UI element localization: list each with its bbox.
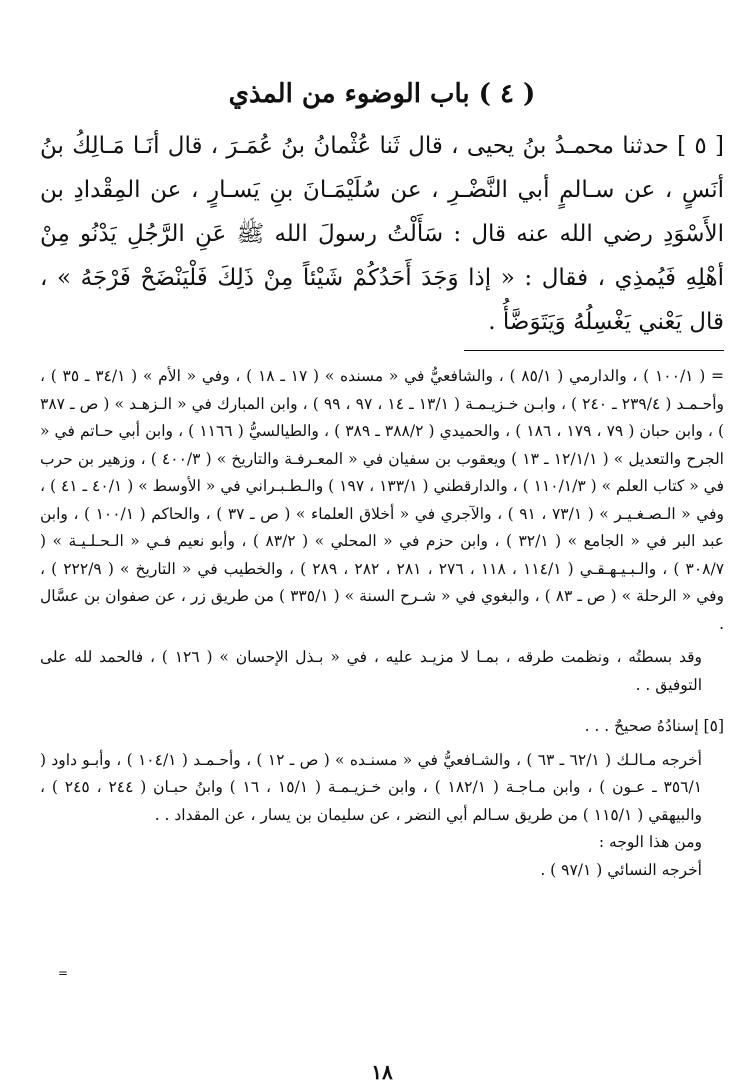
book-page [40, 60, 725, 1084]
footnotes [40, 363, 724, 884]
note-5-line-b: أخرجه النسائي ( ٩٧/١ ) . [540, 860, 702, 879]
note-5-line-a: ومن هذا الوجه : [598, 833, 702, 851]
footnote-continuation: = ( ١٠٠/١ ) ، والدارمي ( ٨٥/١ ) ، والشافعيُّ في « مسنده » ( ١٧ ـ ١٨ ) ، وفي « الأم » ( ٣٤/١ ـ ٣٥ ) ، وأحـمـد ( ٢٣٩/٤ ـ ٢٤٠ ) ، وابـن خـزيـمـة ( ١٣/١ ـ ١٤ ، ٩٧ ، ٩٩ ) ، وابن المبارك في « الـزهـد » ( ص ـ ٣٨٧ ) ، وابن حبان ( ٧٩ ، ١٧٩ ، ١٨٦ ) ، والحميدي ( ٣٨٨/٢ ـ ٣٨٩ ) ، والطيالسيُّ ( ١١٦٦ ) ، وابن أبي حـاتم في « الجرح والتعديل » ( ١٢/١/١ ـ ١٣ ) ويعقوب بن سفيان في « المعـرفـة والتاريخ » ( ٤٠٠/٣ ) ، وزهير بن حرب في « كتاب العلم » ( ١١٠/١/٣ ) ، والدارقطني ( ١٣٣/١ ، ١٩٧ ) والـطـبـراني في « الأوسط » ( ٤٠/١ ـ ٤١ ) ، وفي « الـصـغـيـر » ( ٧٣/١ ، ٩١ ) ، والآجري في « أخلاق العلماء » ( ص ـ ٣٧ ) ، والحاكم ( ١٠٠/١ ) ، وابن عبد البر في « الجامع » ( ٣٢/١ ) ، وابن حزم في « المحلي » ( ٨٣/٢ ) ، وأبو نعيم فـي « الـحـلـيـة » ( ٣٠٨/٧ ) ، والـبـيـهـقـي ( ١١٤/١ ، ١١٨ ، ٢٧٦ ، ٢٨١ ، ٢٨٢ ، ٢٨٩ ) ، والخطيب في « التاريخ » ( ٢٢٢/٩ ) ، وفي « الرحلة » ( ص ـ ٨٣ ) ، والبغوي في « شـرح السنة » ( ٣٣٥/١ ) من طريق زر ، عن صفوان بن عسَّال . [40, 367, 725, 633]
footnote-separator [464, 350, 724, 351]
chapter-title: ( ٤ ) باب الوضوء من المذي [228, 79, 536, 109]
footnote-remark: وقد بسطتُه ، ونظمت طرقه ، بمـا لا مزيـد عليه ، في « بـذل الإحسان » ( ١٢٦ ) ، فالحمد لله على التوفيق . . [40, 648, 703, 694]
margin-mark: = [58, 966, 69, 980]
hadith-text: [ ٥ ] حدثنا محمـدُ بنُ يحيى ، قال ثَنا عُثْمانُ بنُ عُمَـرَ ، قال أنَـا مَـالِكُ بنُ أنَسٍ ، عن سـالمٍ أبي النَّضْـرِ ، عن سُلَيْمَـانَ بنِ يَسـارٍ ، عن المِقْدادِ بن الأَسْوَدِ رضي الله عنه قال : سَأَلْتُ رسولَ الله ﷺ عَنِ الرَّجُلِ يَدْنُو مِنْ أهْلِهِ فَيُمذِي ، فقال : « إذا وَجَدَ أَحَدُكُمْ شَيْئاً مِنْ ذَلِكَ فَلْيَنْضَحْ فَرْجَهُ » ، قال يَعْني يَغْسِلُهُ وَيَتَوَضَّأُ . [40, 133, 724, 335]
page-number: ١٨ [371, 1060, 393, 1084]
note-5-heading: [٥] إسنادُهُ صحيحٌ . . . [584, 717, 724, 735]
note-5-body: أخرجه مـالـك ( ٦٢/١ ـ ٦٣ ) ، والشـافعيُّ في « مسنـده » ( ص ـ ١٢ ) ، وأحـمـد ( ١٠٤/١ ) ، وأبـو داود ( ٣٥٦/١ ـ عـون ) ، وابن مـاجـة ( ١٨٢/١ ) ، وابن خـزيـمـة ( ١٥/١ ، ١٦ ) وابنُ حبـان ( ٢٤٤ ، ٢٤٥ ) ، والبيهقي ( ١١٥/١ ) من طريق سـالم أبي النضر ، عن سليمان بن يسار ، عن المقداد . . [40, 750, 703, 824]
